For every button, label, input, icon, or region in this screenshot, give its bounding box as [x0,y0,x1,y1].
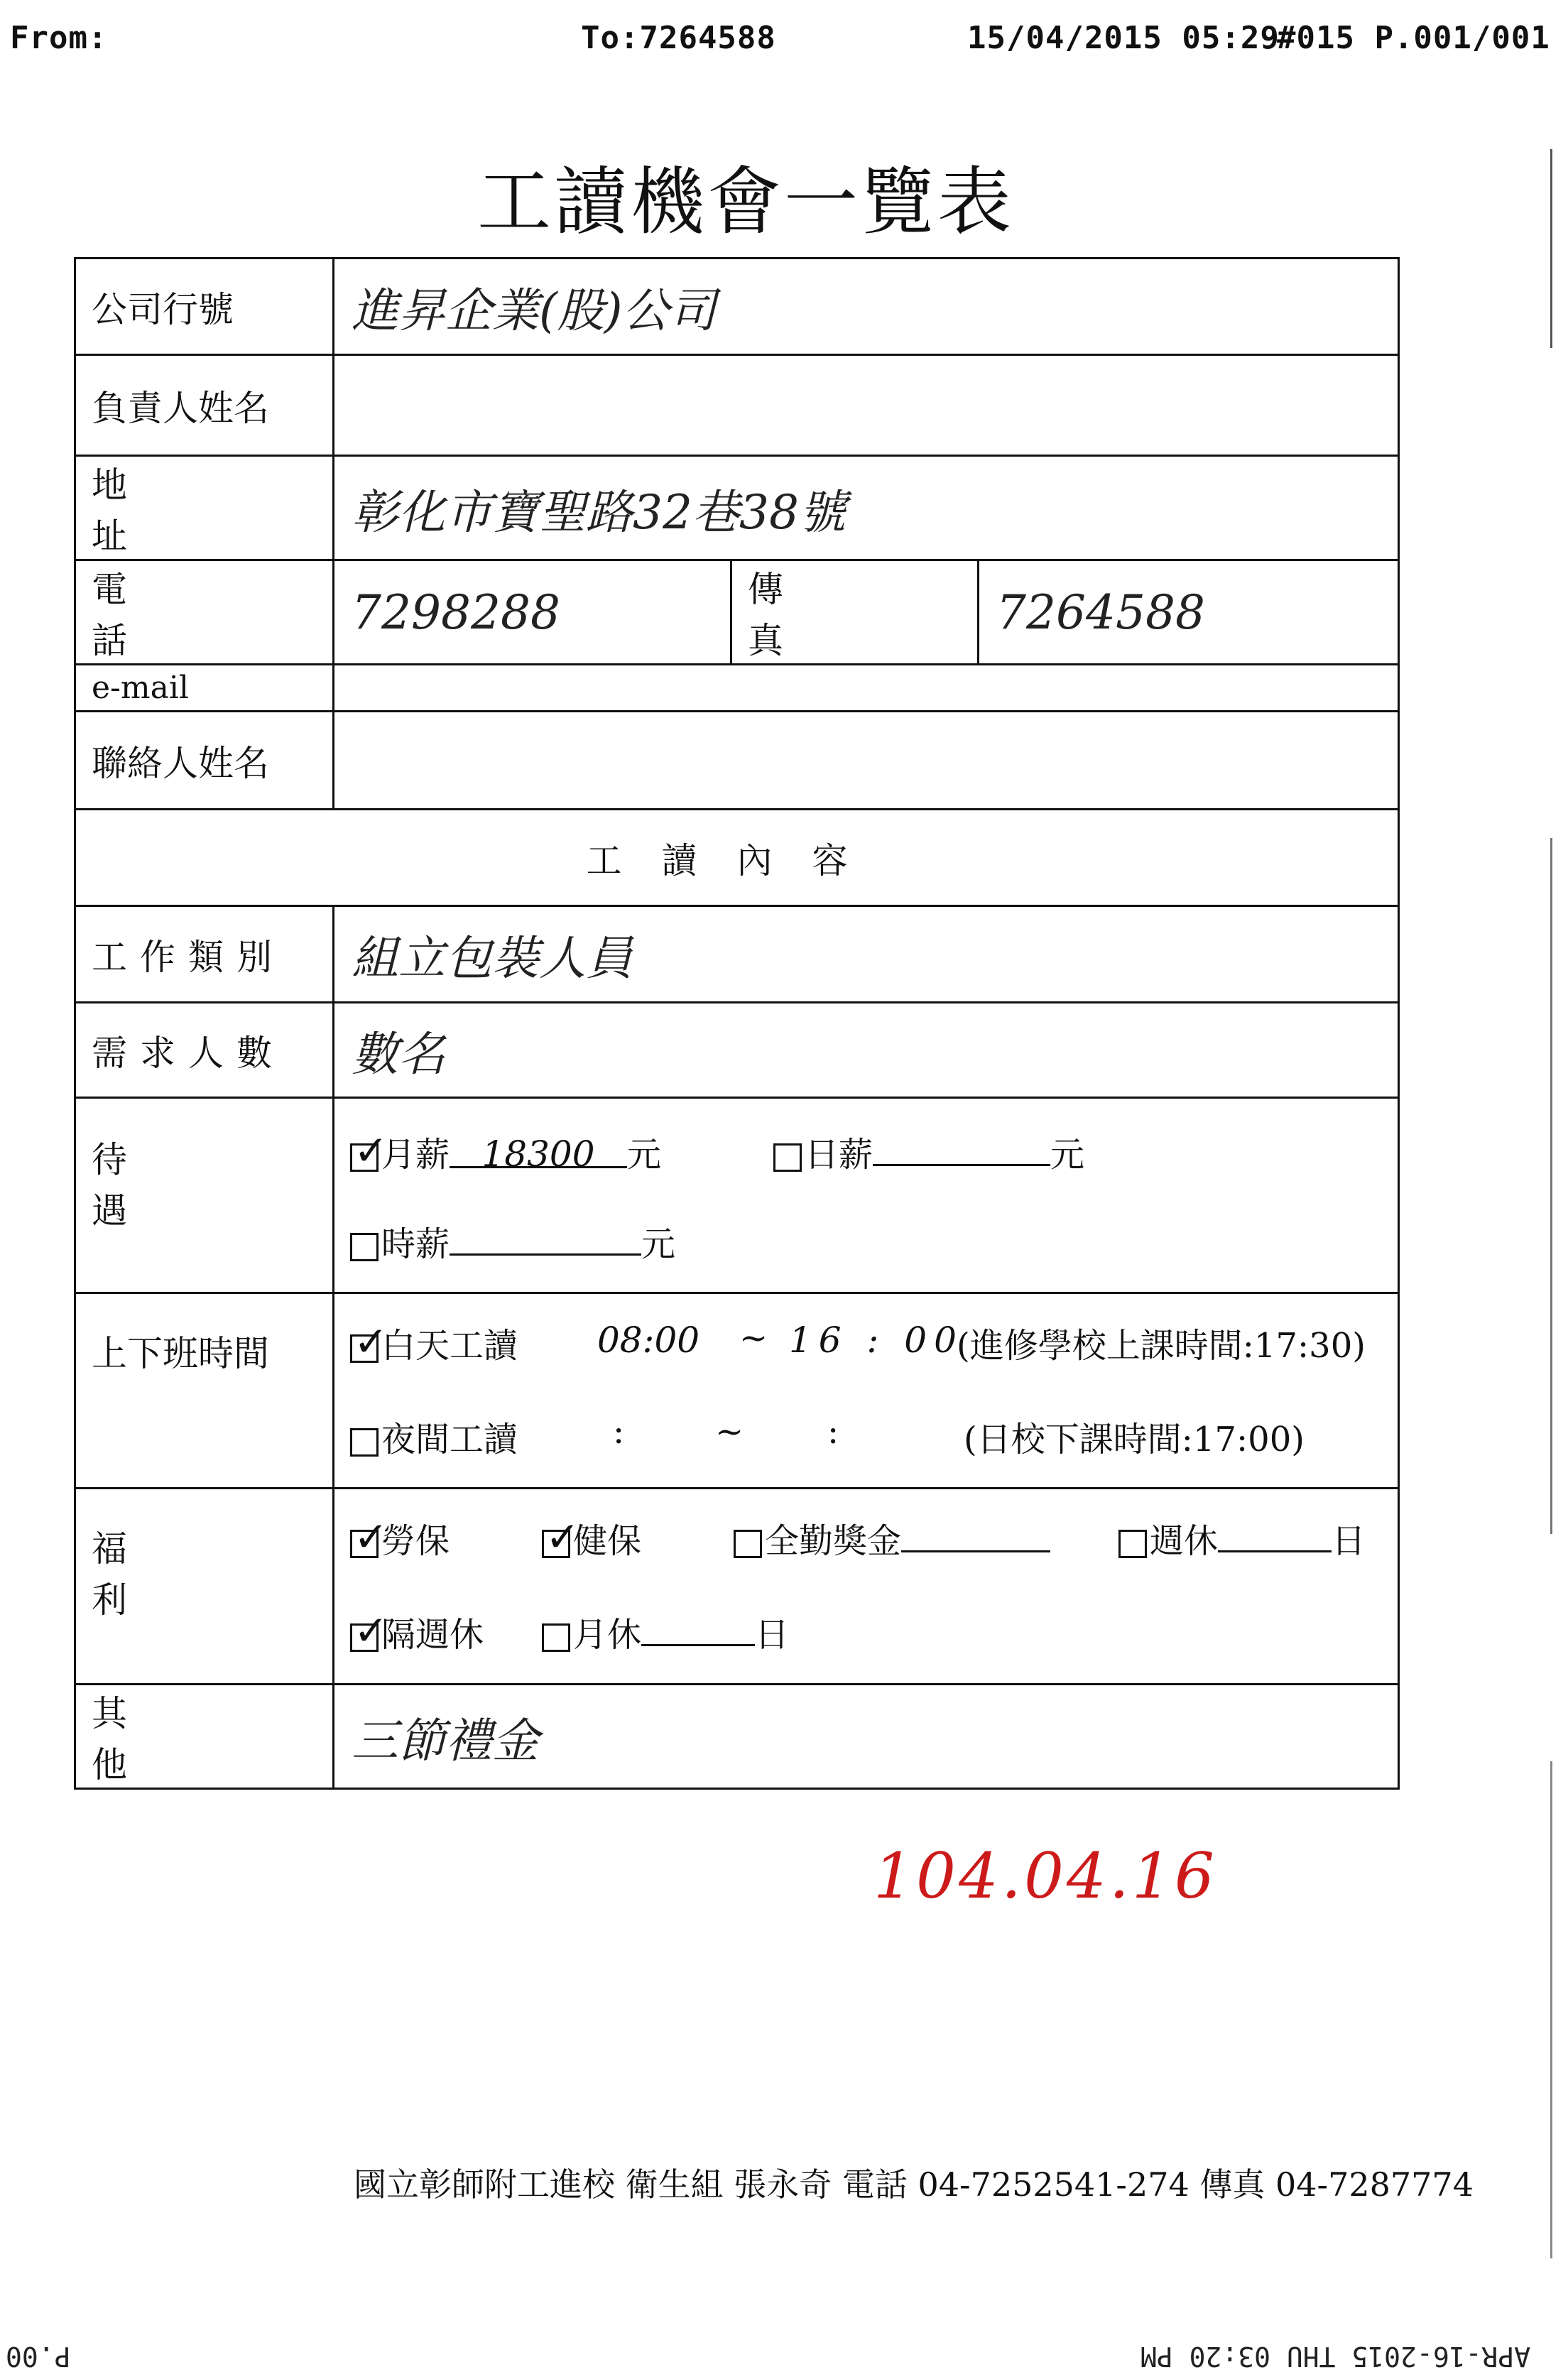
row-company [75,259,1399,355]
health-insurance-option[interactable]: ✓ 健保 [542,1513,641,1562]
fax-to: To:7264588 [581,20,776,56]
row-hours [75,1293,1399,1489]
fax-page: #015 P.001/001 [1277,20,1550,56]
daily-pay-option[interactable]: 日薪 元 [773,1127,1084,1176]
other-label: 其他 [75,1685,334,1789]
headcount-label: 需求人數 [75,1003,334,1098]
row-benefits [75,1489,1399,1685]
contact-label: 聯絡人姓名 [75,712,334,810]
day-shift-checkbox[interactable]: ✓ [350,1334,379,1363]
health-insurance-checkbox[interactable]: ✓ [542,1530,570,1558]
email-value [334,665,1399,712]
night-shift-colon-end: : [827,1412,839,1452]
row-address [75,456,1399,560]
labor-insurance-option[interactable]: ✓ 勞保 [350,1513,450,1562]
hours-label: 上下班時間 [75,1293,334,1489]
bottom-fax-timestamp: APR-16-2015 THU 03:20 PM [1140,2341,1531,2372]
monthly-off-option[interactable]: 月休 日 [542,1607,789,1656]
other-value: 三節禮金 [334,1685,1399,1789]
row-owner [75,355,1399,456]
headcount-value: 數名 [334,1003,1399,1098]
company-label: 公司行號 [75,259,334,355]
row-headcount [75,1003,1399,1098]
day-shift-option[interactable]: ✓ 白天工讀 [350,1318,518,1367]
benefits-line-1 [350,1489,1398,1586]
pay-line-2 [350,1195,1398,1292]
row-contact [75,712,1399,810]
night-shift-separator: ~ [715,1412,744,1452]
day-shift-separator: ~ [739,1318,768,1358]
hourly-pay-option[interactable]: 時薪 元 [350,1217,675,1266]
company-value: 進昇企業(股)公司 [334,259,1399,355]
scan-edge-mark [1550,149,1552,348]
daily-pay-checkbox[interactable] [773,1143,802,1172]
evening-class-note: (進修學校上課時間:17:30) [957,1326,1366,1366]
hourly-pay-value [450,1221,641,1256]
row-phone-fax [75,560,1399,665]
email-label: e-mail [75,665,334,712]
phone-label: 電話 [75,560,334,665]
section-title: 工讀內容 [75,810,1399,906]
monthly-off-checkbox[interactable] [542,1623,570,1652]
job-form-table [74,257,1400,1790]
fax-label: 傳真 [731,560,979,665]
job-type-value: 組立包裝人員 [334,906,1399,1003]
monthly-pay-option[interactable]: ✓ 月薪 18300 元 [350,1127,661,1176]
day-shift-start: 08:00 [597,1320,700,1361]
phone-value: 7298288 [334,560,731,665]
monthly-pay-checkbox[interactable]: ✓ [350,1143,379,1172]
row-email [75,665,1399,712]
benefits-label: 福利 [75,1489,334,1685]
daily-pay-value [873,1131,1050,1166]
row-pay [75,1098,1399,1293]
school-contact-footer: 國立彰師附工進校 衛生組 張永奇 電話 04-7252541-274 傳真 04-7287774 [354,2165,1474,2204]
pay-line-1 [350,1099,1398,1195]
address-value: 彰化市寶聖路32巷38號 [334,456,1399,560]
labor-insurance-checkbox[interactable]: ✓ [350,1530,379,1558]
alt-weekly-off-option[interactable]: ✓ 隔週休 [350,1607,484,1656]
night-shift-option[interactable]: 夜間工讀 [350,1412,518,1461]
row-other [75,1685,1399,1789]
day-shift-end: 16 : 00 [789,1320,964,1361]
contact-value [334,712,1399,810]
owner-label: 負責人姓名 [75,355,334,456]
benefits-line-2 [350,1586,1398,1682]
night-shift-colon-start: : [613,1412,625,1452]
attendance-bonus-checkbox[interactable] [734,1530,762,1558]
fax-value: 7264588 [979,560,1399,665]
address-label: 地址 [75,456,334,560]
hourly-pay-checkbox[interactable] [350,1233,379,1261]
night-shift-checkbox[interactable] [350,1428,379,1457]
handwritten-date-stamp: 104.04.16 [873,1839,1217,1913]
fax-from: From: [10,20,108,56]
owner-value [334,355,1399,456]
row-section-title [75,810,1399,906]
bottom-fax-page: P.00 [6,2341,71,2372]
weekly-off-option[interactable]: 週休 日 [1118,1513,1366,1562]
weekly-off-checkbox[interactable] [1118,1530,1147,1558]
scan-edge-mark [1550,838,1552,1534]
attendance-bonus-option[interactable]: 全勤獎金 [734,1513,1050,1562]
pay-label: 待遇 [75,1098,334,1293]
alt-weekly-off-checkbox[interactable]: ✓ [350,1623,379,1652]
fax-datetime: 15/04/2015 05:29 [967,20,1280,56]
hours-line-night [350,1391,1398,1487]
monthly-pay-value: 18300 [481,1133,595,1175]
job-type-label: 工作類別 [75,906,334,1003]
form-title: 工讀機會一覽表 [477,158,1014,245]
day-school-note: (日校下課時間:17:00) [964,1420,1305,1459]
scan-edge-mark [1550,1761,1552,2258]
row-job-type [75,906,1399,1003]
hours-line-day [350,1294,1398,1391]
